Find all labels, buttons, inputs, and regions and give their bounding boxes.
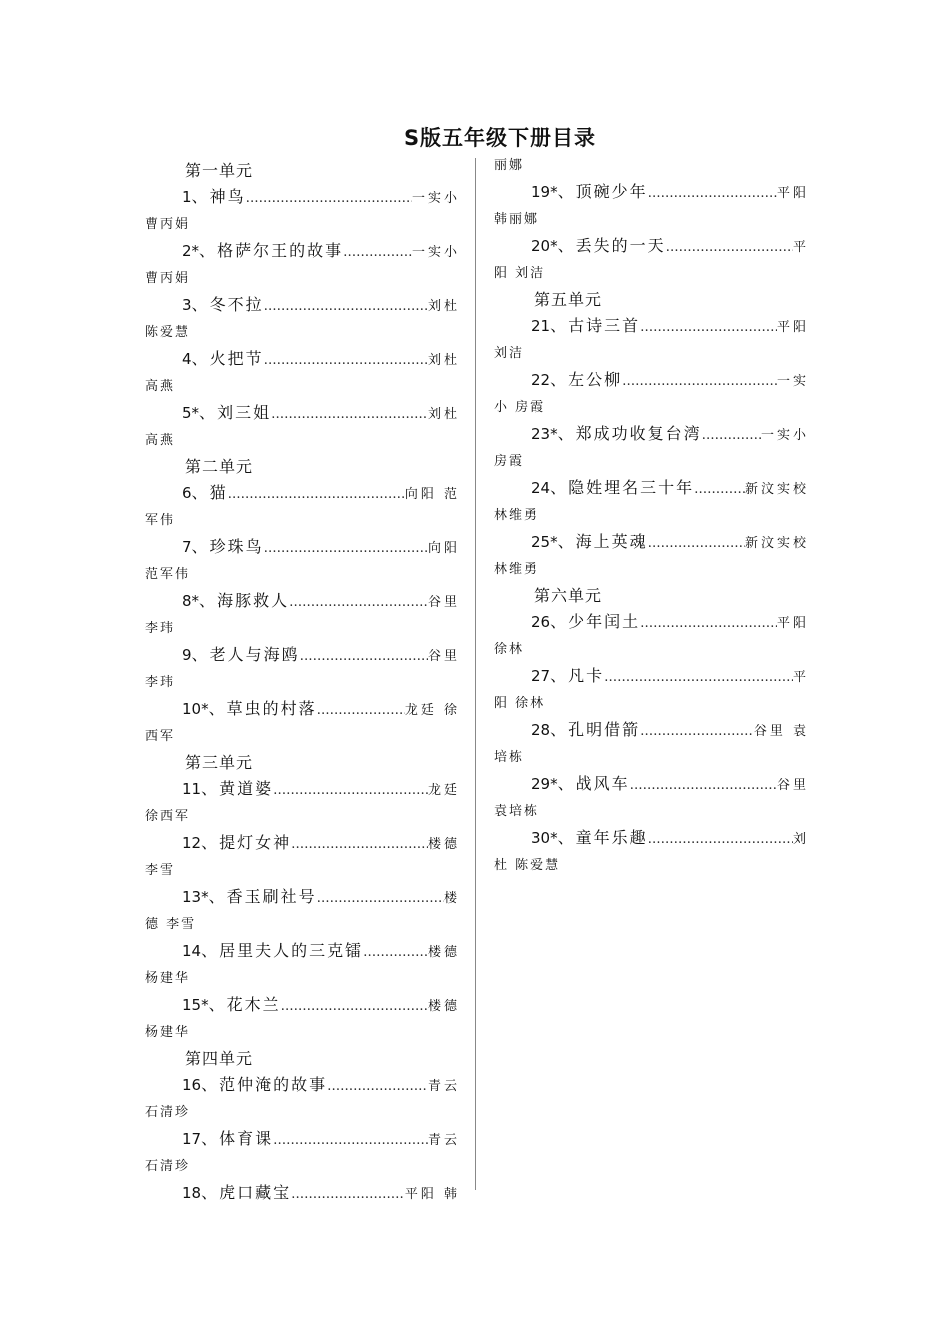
dot-leader <box>317 886 444 912</box>
entry-author-continuation: 陈爱慧 <box>145 325 191 340</box>
entry-author: 平阳 韩 <box>404 1187 460 1202</box>
toc-entry-line <box>145 480 460 508</box>
unit-heading: 第一单元 <box>185 161 254 180</box>
toc-entry-line <box>145 1126 460 1154</box>
toc-entry-line <box>494 529 809 557</box>
lesson-title <box>182 480 228 506</box>
lesson-name: 冬不拉 <box>209 295 264 314</box>
lesson-number: 7 <box>182 538 192 556</box>
lesson-title <box>531 367 622 393</box>
toc-entry[interactable] <box>494 771 809 825</box>
entry-author: 青云 <box>427 1133 460 1148</box>
unit-heading: 第三单元 <box>185 753 254 772</box>
lesson-title <box>531 179 648 205</box>
lesson-separator: 、 <box>191 187 210 206</box>
lesson-name: 格萨尔王的故事 <box>217 241 344 260</box>
toc-entry-line <box>145 830 460 858</box>
lesson-name: 凡卡 <box>568 666 605 685</box>
lesson-separator: 、 <box>201 1075 220 1094</box>
lesson-separator: 、 <box>201 1183 220 1202</box>
entry-author-continuation: 德 李雪 <box>145 917 197 932</box>
entry-author: 楼 <box>443 891 460 906</box>
lesson-separator: 、 <box>201 833 220 852</box>
lesson-number: 12 <box>182 834 202 852</box>
toc-entry[interactable] <box>145 184 460 238</box>
lesson-separator: 、 <box>557 774 576 793</box>
entry-author: 一实小 <box>411 245 460 260</box>
toc-entry[interactable] <box>145 238 460 292</box>
lesson-number: 11 <box>182 780 202 798</box>
toc-entry-line <box>494 367 809 395</box>
lesson-separator: 、 <box>550 720 569 739</box>
entry-author: 谷里 袁 <box>753 724 809 739</box>
entry-author: 向阳 <box>427 541 460 556</box>
dot-leader <box>289 590 428 616</box>
lesson-separator: 、 <box>557 424 576 443</box>
entry-author-continuation: 军伟 <box>145 513 176 528</box>
toc-entry-line <box>145 400 460 428</box>
entry-author: 一实小 <box>411 191 460 206</box>
entry-author: 平 <box>792 670 809 685</box>
lesson-name: 左公柳 <box>568 370 623 389</box>
toc-entry[interactable] <box>145 884 460 938</box>
toc-entry[interactable] <box>494 367 809 421</box>
entry-author-continuation: 小 房霞 <box>494 400 546 415</box>
entry-author-continuation: 李玮 <box>145 675 176 690</box>
lesson-number: 30* <box>531 829 558 847</box>
lesson-title <box>182 1126 273 1152</box>
entry-author: 刘杜 <box>427 407 460 422</box>
toc-entry-line <box>145 534 460 562</box>
lesson-title <box>182 346 264 372</box>
entry-author-continuation: 阳 徐林 <box>494 696 546 711</box>
entry-author-continuation: 徐西军 <box>145 809 191 824</box>
entry-author-continuation: 杨建华 <box>145 971 191 986</box>
toc-entry[interactable] <box>494 609 809 663</box>
toc-entry[interactable] <box>145 992 460 1046</box>
lesson-number: 27 <box>531 667 551 685</box>
entry-author-continuation: 阳 刘洁 <box>494 266 546 281</box>
entry-author-continuation: 李玮 <box>145 621 176 636</box>
entry-author: 谷里 <box>427 595 460 610</box>
lesson-separator: 、 <box>550 370 569 389</box>
toc-entry-line <box>145 1072 460 1100</box>
entry-author: 平 <box>792 240 809 255</box>
unit-heading: 第六单元 <box>534 586 603 605</box>
entry-author: 新汶实校 <box>744 482 809 497</box>
lesson-number: 13* <box>182 888 209 906</box>
entry-author-continuation: 林维勇 <box>494 562 540 577</box>
toc-entry[interactable] <box>494 421 809 475</box>
toc-entry-line <box>145 696 460 724</box>
dot-leader <box>648 181 777 207</box>
lesson-number: 8* <box>182 592 200 610</box>
toc-entry[interactable] <box>145 642 460 696</box>
lesson-title <box>531 233 666 259</box>
dot-leader <box>264 348 428 374</box>
toc-entry[interactable] <box>494 825 809 879</box>
entry-author-continuation: 培栋 <box>494 750 525 765</box>
toc-entry-line <box>145 776 460 804</box>
lesson-number: 9 <box>182 646 192 664</box>
lesson-separator: 、 <box>550 666 569 685</box>
toc-entry[interactable] <box>145 776 460 830</box>
lesson-separator: 、 <box>557 236 576 255</box>
dot-leader <box>273 778 428 804</box>
lesson-number: 28 <box>531 721 551 739</box>
lesson-title <box>531 421 702 447</box>
lesson-name: 老人与海鸥 <box>209 645 300 664</box>
unit-heading: 第四单元 <box>185 1049 254 1068</box>
dot-leader <box>317 698 405 724</box>
dot-leader <box>666 235 793 261</box>
lesson-name: 黄道婆 <box>219 779 274 798</box>
toc-entry-line <box>145 238 460 266</box>
dot-leader <box>694 477 745 503</box>
lesson-number: 15* <box>182 996 209 1014</box>
entry-author-continuation: 石清珍 <box>145 1159 191 1174</box>
toc-entry[interactable] <box>494 717 809 771</box>
lesson-number: 2* <box>182 242 200 260</box>
lesson-name: 孔明借箭 <box>568 720 641 739</box>
lesson-separator: 、 <box>550 316 569 335</box>
lesson-separator: 、 <box>199 591 218 610</box>
dot-leader <box>281 994 428 1020</box>
toc-entry-line <box>145 992 460 1020</box>
toc-entry[interactable] <box>145 534 460 588</box>
lesson-name: 海豚救人 <box>217 591 290 610</box>
lesson-number: 14 <box>182 942 202 960</box>
lesson-separator: 、 <box>201 941 220 960</box>
lesson-number: 3 <box>182 296 192 314</box>
dot-leader <box>640 315 777 341</box>
entry-author: 刘 <box>792 832 809 847</box>
entry-author-continuation: 曹丙娟 <box>145 217 191 232</box>
lesson-separator: 、 <box>208 887 227 906</box>
entry-author-continuation: 西军 <box>145 729 176 744</box>
lesson-name: 刘三姐 <box>217 403 272 422</box>
lesson-title <box>531 717 640 743</box>
entry-author-continuation: 高燕 <box>145 379 176 394</box>
entry-author-continuation: 徐林 <box>494 642 525 657</box>
toc-entry[interactable] <box>145 1126 460 1180</box>
entry-author-continuation: 李雪 <box>145 863 176 878</box>
lesson-number: 18 <box>182 1184 202 1202</box>
entry-author-continuation: 范军伟 <box>145 567 191 582</box>
toc-entry-line <box>494 179 809 207</box>
entry-author-continuation: 刘洁 <box>494 346 525 361</box>
toc-entry[interactable] <box>145 938 460 992</box>
toc-entry[interactable] <box>494 475 809 529</box>
dot-leader <box>622 369 777 395</box>
lesson-number: 10* <box>182 700 209 718</box>
toc-entry[interactable] <box>494 663 809 717</box>
toc-entry-line <box>494 771 809 799</box>
lesson-name: 童年乐趣 <box>575 828 648 847</box>
dot-leader <box>264 536 428 562</box>
toc-entry-line <box>494 825 809 853</box>
toc-entry[interactable] <box>494 529 809 583</box>
toc-entry-line <box>494 313 809 341</box>
lesson-number: 26 <box>531 613 551 631</box>
lesson-separator: 、 <box>191 645 210 664</box>
lesson-title <box>531 663 604 689</box>
lesson-separator: 、 <box>199 241 218 260</box>
toc-entry[interactable] <box>145 830 460 884</box>
toc-entry[interactable] <box>145 346 460 400</box>
toc-entry-line <box>145 642 460 670</box>
toc-left-column <box>145 153 460 1208</box>
dot-leader <box>246 186 412 212</box>
dot-leader <box>264 294 428 320</box>
entry-author-continuation: 袁培栋 <box>494 804 540 819</box>
lesson-title <box>182 238 343 264</box>
lesson-name: 草虫的村落 <box>226 699 317 718</box>
lesson-number: 23* <box>531 425 558 443</box>
lesson-name: 隐姓埋名三十年 <box>568 478 695 497</box>
lesson-number: 29* <box>531 775 558 793</box>
dot-leader <box>291 832 428 858</box>
lesson-title <box>182 184 246 210</box>
unit-heading: 第五单元 <box>534 290 603 309</box>
entry-author: 一实小 <box>760 428 809 443</box>
entry-author: 青云 <box>427 1079 460 1094</box>
lesson-name: 战风车 <box>575 774 630 793</box>
toc-entry[interactable] <box>145 1180 460 1208</box>
lesson-title <box>182 830 291 856</box>
toc-entry[interactable] <box>494 313 809 367</box>
entry-author-continuation: 杜 陈爱慧 <box>494 858 561 873</box>
lesson-separator: 、 <box>191 483 210 502</box>
lesson-number: 1 <box>182 188 192 206</box>
entry-author-continuation: 韩丽娜 <box>494 212 540 227</box>
dot-leader <box>604 665 793 691</box>
lesson-number: 5* <box>182 404 200 422</box>
lesson-separator: 、 <box>550 612 569 631</box>
lesson-name: 郑成功收复台湾 <box>575 424 702 443</box>
toc-entry-line <box>145 588 460 616</box>
lesson-name: 顶碗少年 <box>575 182 648 201</box>
dot-leader <box>702 423 761 449</box>
entry-author: 谷里 <box>776 778 809 793</box>
lesson-name: 虎口藏宝 <box>219 1183 292 1202</box>
entry-author: 龙廷 徐 <box>404 703 460 718</box>
lesson-name: 提灯女神 <box>219 833 292 852</box>
lesson-title <box>182 642 300 668</box>
toc-entry[interactable] <box>145 292 460 346</box>
entry-author: 楼德 <box>427 999 460 1014</box>
dot-leader <box>343 240 412 266</box>
lesson-separator: 、 <box>191 537 210 556</box>
entry-author: 一实 <box>776 374 809 389</box>
toc-entry-line <box>145 884 460 912</box>
lesson-title <box>182 696 317 722</box>
lesson-name: 花木兰 <box>226 995 281 1014</box>
lesson-separator: 、 <box>191 295 210 314</box>
entry-author-continuation: 丽娜 <box>494 158 525 173</box>
toc-entry[interactable] <box>145 480 460 534</box>
dot-leader <box>648 827 793 853</box>
entry-author: 龙廷 <box>427 783 460 798</box>
lesson-separator: 、 <box>201 1129 220 1148</box>
lesson-number: 20* <box>531 237 558 255</box>
toc-entry-line <box>494 421 809 449</box>
dot-leader <box>630 773 777 799</box>
lesson-title <box>531 609 640 635</box>
page-title: S版五年级下册目录 <box>403 126 597 150</box>
lesson-separator: 、 <box>557 828 576 847</box>
toc-entry-line <box>494 609 809 637</box>
entry-author: 向阳 范 <box>404 487 460 502</box>
dot-leader <box>271 402 428 428</box>
dot-leader <box>228 482 405 508</box>
lesson-name: 猫 <box>209 483 228 502</box>
lesson-title <box>531 529 648 555</box>
entry-author: 刘杜 <box>427 353 460 368</box>
entry-author: 谷里 <box>427 649 460 664</box>
toc-right-column <box>494 153 809 879</box>
lesson-number: 19* <box>531 183 558 201</box>
toc-entry[interactable] <box>145 588 460 642</box>
toc-entry-line <box>494 663 809 691</box>
lesson-separator: 、 <box>208 699 227 718</box>
dot-leader <box>363 940 428 966</box>
lesson-title <box>182 776 273 802</box>
entry-author: 平阳 <box>776 616 809 631</box>
dot-leader <box>291 1182 405 1208</box>
dot-leader <box>273 1128 428 1154</box>
entry-author: 楼德 <box>427 945 460 960</box>
lesson-number: 21 <box>531 317 551 335</box>
lesson-name: 少年闰土 <box>568 612 641 631</box>
dot-leader <box>327 1074 428 1100</box>
toc-entry[interactable] <box>145 400 460 454</box>
lesson-number: 22 <box>531 371 551 389</box>
lesson-name: 范仲淹的故事 <box>219 1075 328 1094</box>
toc-entry-line <box>145 184 460 212</box>
lesson-name: 海上英魂 <box>575 532 648 551</box>
lesson-name: 古诗三首 <box>568 316 641 335</box>
toc-entry-line <box>145 346 460 374</box>
lesson-separator: 、 <box>199 403 218 422</box>
lesson-title <box>182 1180 291 1206</box>
lesson-name: 香玉刷社号 <box>226 887 317 906</box>
entry-author-continuation: 林维勇 <box>494 508 540 523</box>
entry-author: 新汶实校 <box>744 536 809 551</box>
lesson-number: 17 <box>182 1130 202 1148</box>
toc-entry-line <box>145 1180 460 1208</box>
lesson-title <box>182 992 281 1018</box>
lesson-title <box>182 534 264 560</box>
toc-entry-line <box>145 938 460 966</box>
lesson-name: 珍珠鸟 <box>209 537 264 556</box>
lesson-number: 6 <box>182 484 192 502</box>
lesson-separator: 、 <box>191 349 210 368</box>
lesson-title <box>182 938 363 964</box>
lesson-title <box>182 884 317 910</box>
lesson-title <box>182 588 289 614</box>
entry-author: 楼德 <box>427 837 460 852</box>
lesson-name: 丢失的一天 <box>575 236 666 255</box>
lesson-separator: 、 <box>208 995 227 1014</box>
dot-leader <box>300 644 428 670</box>
lesson-title <box>531 313 640 339</box>
lesson-title <box>182 400 271 426</box>
lesson-number: 4 <box>182 350 192 368</box>
lesson-number: 24 <box>531 479 551 497</box>
toc-entry[interactable] <box>145 696 460 750</box>
lesson-title <box>182 292 264 318</box>
toc-entry-line <box>494 475 809 503</box>
lesson-separator: 、 <box>557 532 576 551</box>
entry-author-continuation: 高燕 <box>145 433 176 448</box>
column-divider <box>475 158 476 1190</box>
dot-leader <box>648 531 745 557</box>
lesson-name: 居里夫人的三克镭 <box>219 941 364 960</box>
entry-author: 刘杜 <box>427 299 460 314</box>
dot-leader <box>640 611 777 637</box>
entry-author-continuation: 曹丙娟 <box>145 271 191 286</box>
lesson-number: 25* <box>531 533 558 551</box>
toc-entry-line <box>494 717 809 745</box>
unit-heading: 第二单元 <box>185 457 254 476</box>
dot-leader <box>640 719 754 745</box>
entry-author: 平阳 <box>776 320 809 335</box>
lesson-name: 神鸟 <box>209 187 246 206</box>
toc-entry[interactable] <box>494 179 809 233</box>
lesson-separator: 、 <box>201 779 220 798</box>
lesson-title <box>531 475 694 501</box>
entry-author-continuation: 石清珍 <box>145 1105 191 1120</box>
toc-entry[interactable] <box>494 233 809 287</box>
lesson-separator: 、 <box>557 182 576 201</box>
entry-author-continuation: 杨建华 <box>145 1025 191 1040</box>
lesson-name: 火把节 <box>209 349 264 368</box>
lesson-title <box>531 825 648 851</box>
lesson-separator: 、 <box>550 478 569 497</box>
lesson-name: 体育课 <box>219 1129 274 1148</box>
entry-author-continuation: 房霞 <box>494 454 525 469</box>
entry-author: 平阳 <box>776 186 809 201</box>
lesson-title <box>531 771 630 797</box>
lesson-title <box>182 1072 327 1098</box>
toc-entry-line <box>145 292 460 320</box>
toc-entry[interactable] <box>145 1072 460 1126</box>
lesson-number: 16 <box>182 1076 202 1094</box>
toc-entry-line <box>494 233 809 261</box>
